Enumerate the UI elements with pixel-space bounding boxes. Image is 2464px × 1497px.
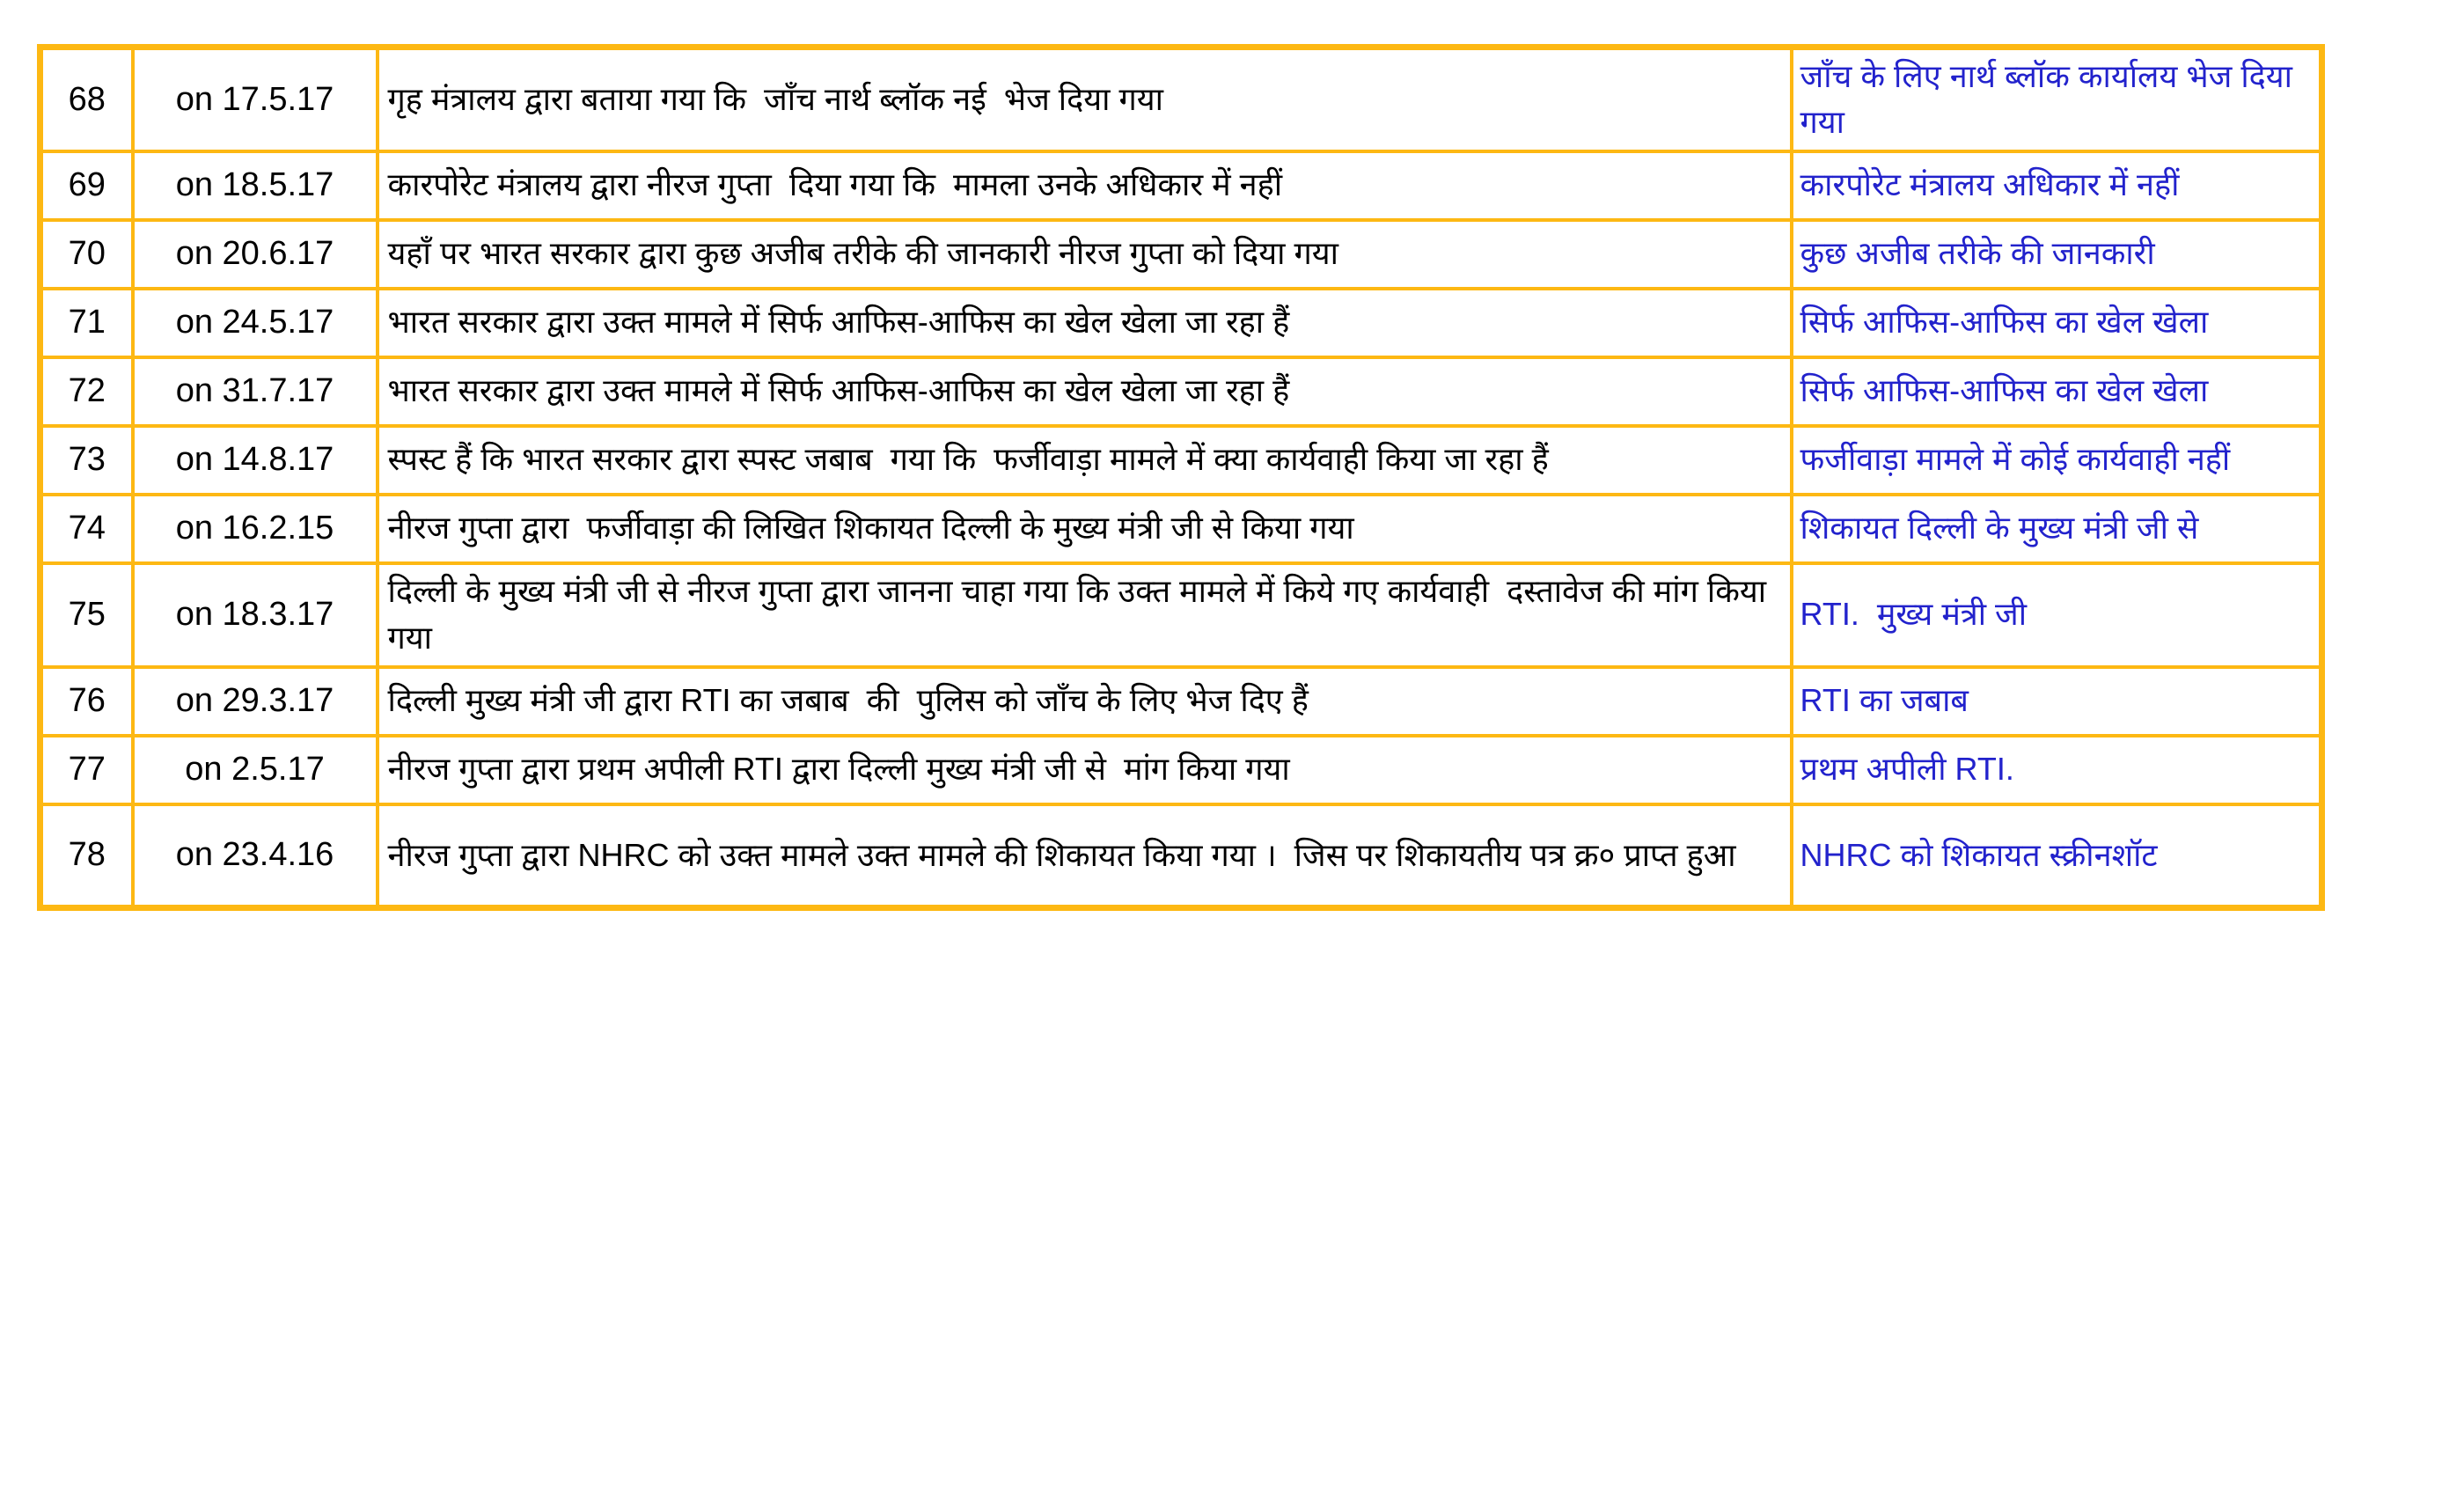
- remark-cell: सिर्फ आफिस-आफिस का खेल खेला: [1792, 357, 2322, 426]
- table-row: [40, 736, 2322, 804]
- date-cell: on 17.5.17: [133, 48, 378, 151]
- description-cell: दिल्ली मुख्य मंत्री जी द्वारा RTI का जबाब की पुलिस को जाँच के लिए भेज दिए हैं: [378, 667, 1792, 736]
- description-cell: स्पस्ट हैं कि भारत सरकार द्वारा स्पस्ट जबाब गया कि फर्जीवाड़ा मामले में क्या कार्यवाही किया जा रहा हैं: [378, 426, 1792, 495]
- description-cell: नीरज गुप्ता द्वारा NHRC को उक्त मामले उक्त मामले की शिकायत किया गया । जिस पर शिकायतीय पत्र क्र० प्राप्त हुआ: [378, 804, 1792, 908]
- date-cell: on 2.5.17: [133, 736, 378, 804]
- table-row: [40, 563, 2322, 667]
- case-log-table: [37, 44, 2325, 911]
- table-row: [40, 667, 2322, 736]
- row-number-cell: 68: [40, 48, 133, 151]
- date-cell: on 18.3.17: [133, 563, 378, 667]
- remark-cell: कुछ अजीब तरीके की जानकारी: [1792, 220, 2322, 289]
- date-cell: on 23.4.16: [133, 804, 378, 908]
- row-number-cell: 71: [40, 289, 133, 357]
- table-row: [40, 804, 2322, 908]
- table-row: [40, 495, 2322, 563]
- description-cell: भारत सरकार द्वारा उक्त मामले में सिर्फ आफिस-आफिस का खेल खेला जा रहा हैं: [378, 357, 1792, 426]
- table-row: [40, 289, 2322, 357]
- row-number-cell: 75: [40, 563, 133, 667]
- description-cell: यहाँ पर भारत सरकार द्वारा कुछ अजीब तरीके की जानकारी नीरज गुप्ता को दिया गया: [378, 220, 1792, 289]
- row-number-cell: 78: [40, 804, 133, 908]
- description-cell: कारपोरेट मंत्रालय द्वारा नीरज गुप्ता दिया गया कि मामला उनके अधिकार में नहीं: [378, 151, 1792, 220]
- description-cell: दिल्ली के मुख्य मंत्री जी से नीरज गुप्ता द्वारा जानना चाहा गया कि उक्त मामले में किये गए कार्यवाही दस्तावेज की मांग किया गया: [378, 563, 1792, 667]
- row-number-cell: 77: [40, 736, 133, 804]
- row-number-cell: 69: [40, 151, 133, 220]
- table-row: [40, 426, 2322, 495]
- description-cell: भारत सरकार द्वारा उक्त मामले में सिर्फ आफिस-आफिस का खेल खेला जा रहा हैं: [378, 289, 1792, 357]
- date-cell: on 24.5.17: [133, 289, 378, 357]
- row-number-cell: 72: [40, 357, 133, 426]
- remark-cell: सिर्फ आफिस-आफिस का खेल खेला: [1792, 289, 2322, 357]
- description-cell: नीरज गुप्ता द्वारा प्रथम अपीली RTI द्वारा दिल्ली मुख्य मंत्री जी से मांग किया गया: [378, 736, 1792, 804]
- date-cell: on 20.6.17: [133, 220, 378, 289]
- row-number-cell: 74: [40, 495, 133, 563]
- remark-cell: शिकायत दिल्ली के मुख्य मंत्री जी से: [1792, 495, 2322, 563]
- description-cell: नीरज गुप्ता द्वारा फर्जीवाड़ा की लिखित शिकायत दिल्ली के मुख्य मंत्री जी से किया गया: [378, 495, 1792, 563]
- table-row: [40, 357, 2322, 426]
- date-cell: on 18.5.17: [133, 151, 378, 220]
- row-number-cell: 76: [40, 667, 133, 736]
- row-number-cell: 73: [40, 426, 133, 495]
- description-cell: गृह मंत्रालय द्वारा बताया गया कि जाँच नार्थ ब्लॉक नई भेज दिया गया: [378, 48, 1792, 151]
- remark-cell: प्रथम अपीली RTI.: [1792, 736, 2322, 804]
- remark-cell: RTI का जबाब: [1792, 667, 2322, 736]
- remark-cell: RTI. मुख्य मंत्री जी: [1792, 563, 2322, 667]
- row-number-cell: 70: [40, 220, 133, 289]
- table-row: [40, 48, 2322, 151]
- date-cell: on 29.3.17: [133, 667, 378, 736]
- date-cell: on 31.7.17: [133, 357, 378, 426]
- table-row: [40, 220, 2322, 289]
- table-row: [40, 151, 2322, 220]
- remark-cell: फर्जीवाड़ा मामले में कोई कार्यवाही नहीं: [1792, 426, 2322, 495]
- date-cell: on 16.2.15: [133, 495, 378, 563]
- date-cell: on 14.8.17: [133, 426, 378, 495]
- remark-cell: जाँच के लिए नार्थ ब्लॉक कार्यालय भेज दिया गया: [1792, 48, 2322, 151]
- remark-cell: NHRC को शिकायत स्क्रीनशॉट: [1792, 804, 2322, 908]
- remark-cell: कारपोरेट मंत्रालय अधिकार में नहीं: [1792, 151, 2322, 220]
